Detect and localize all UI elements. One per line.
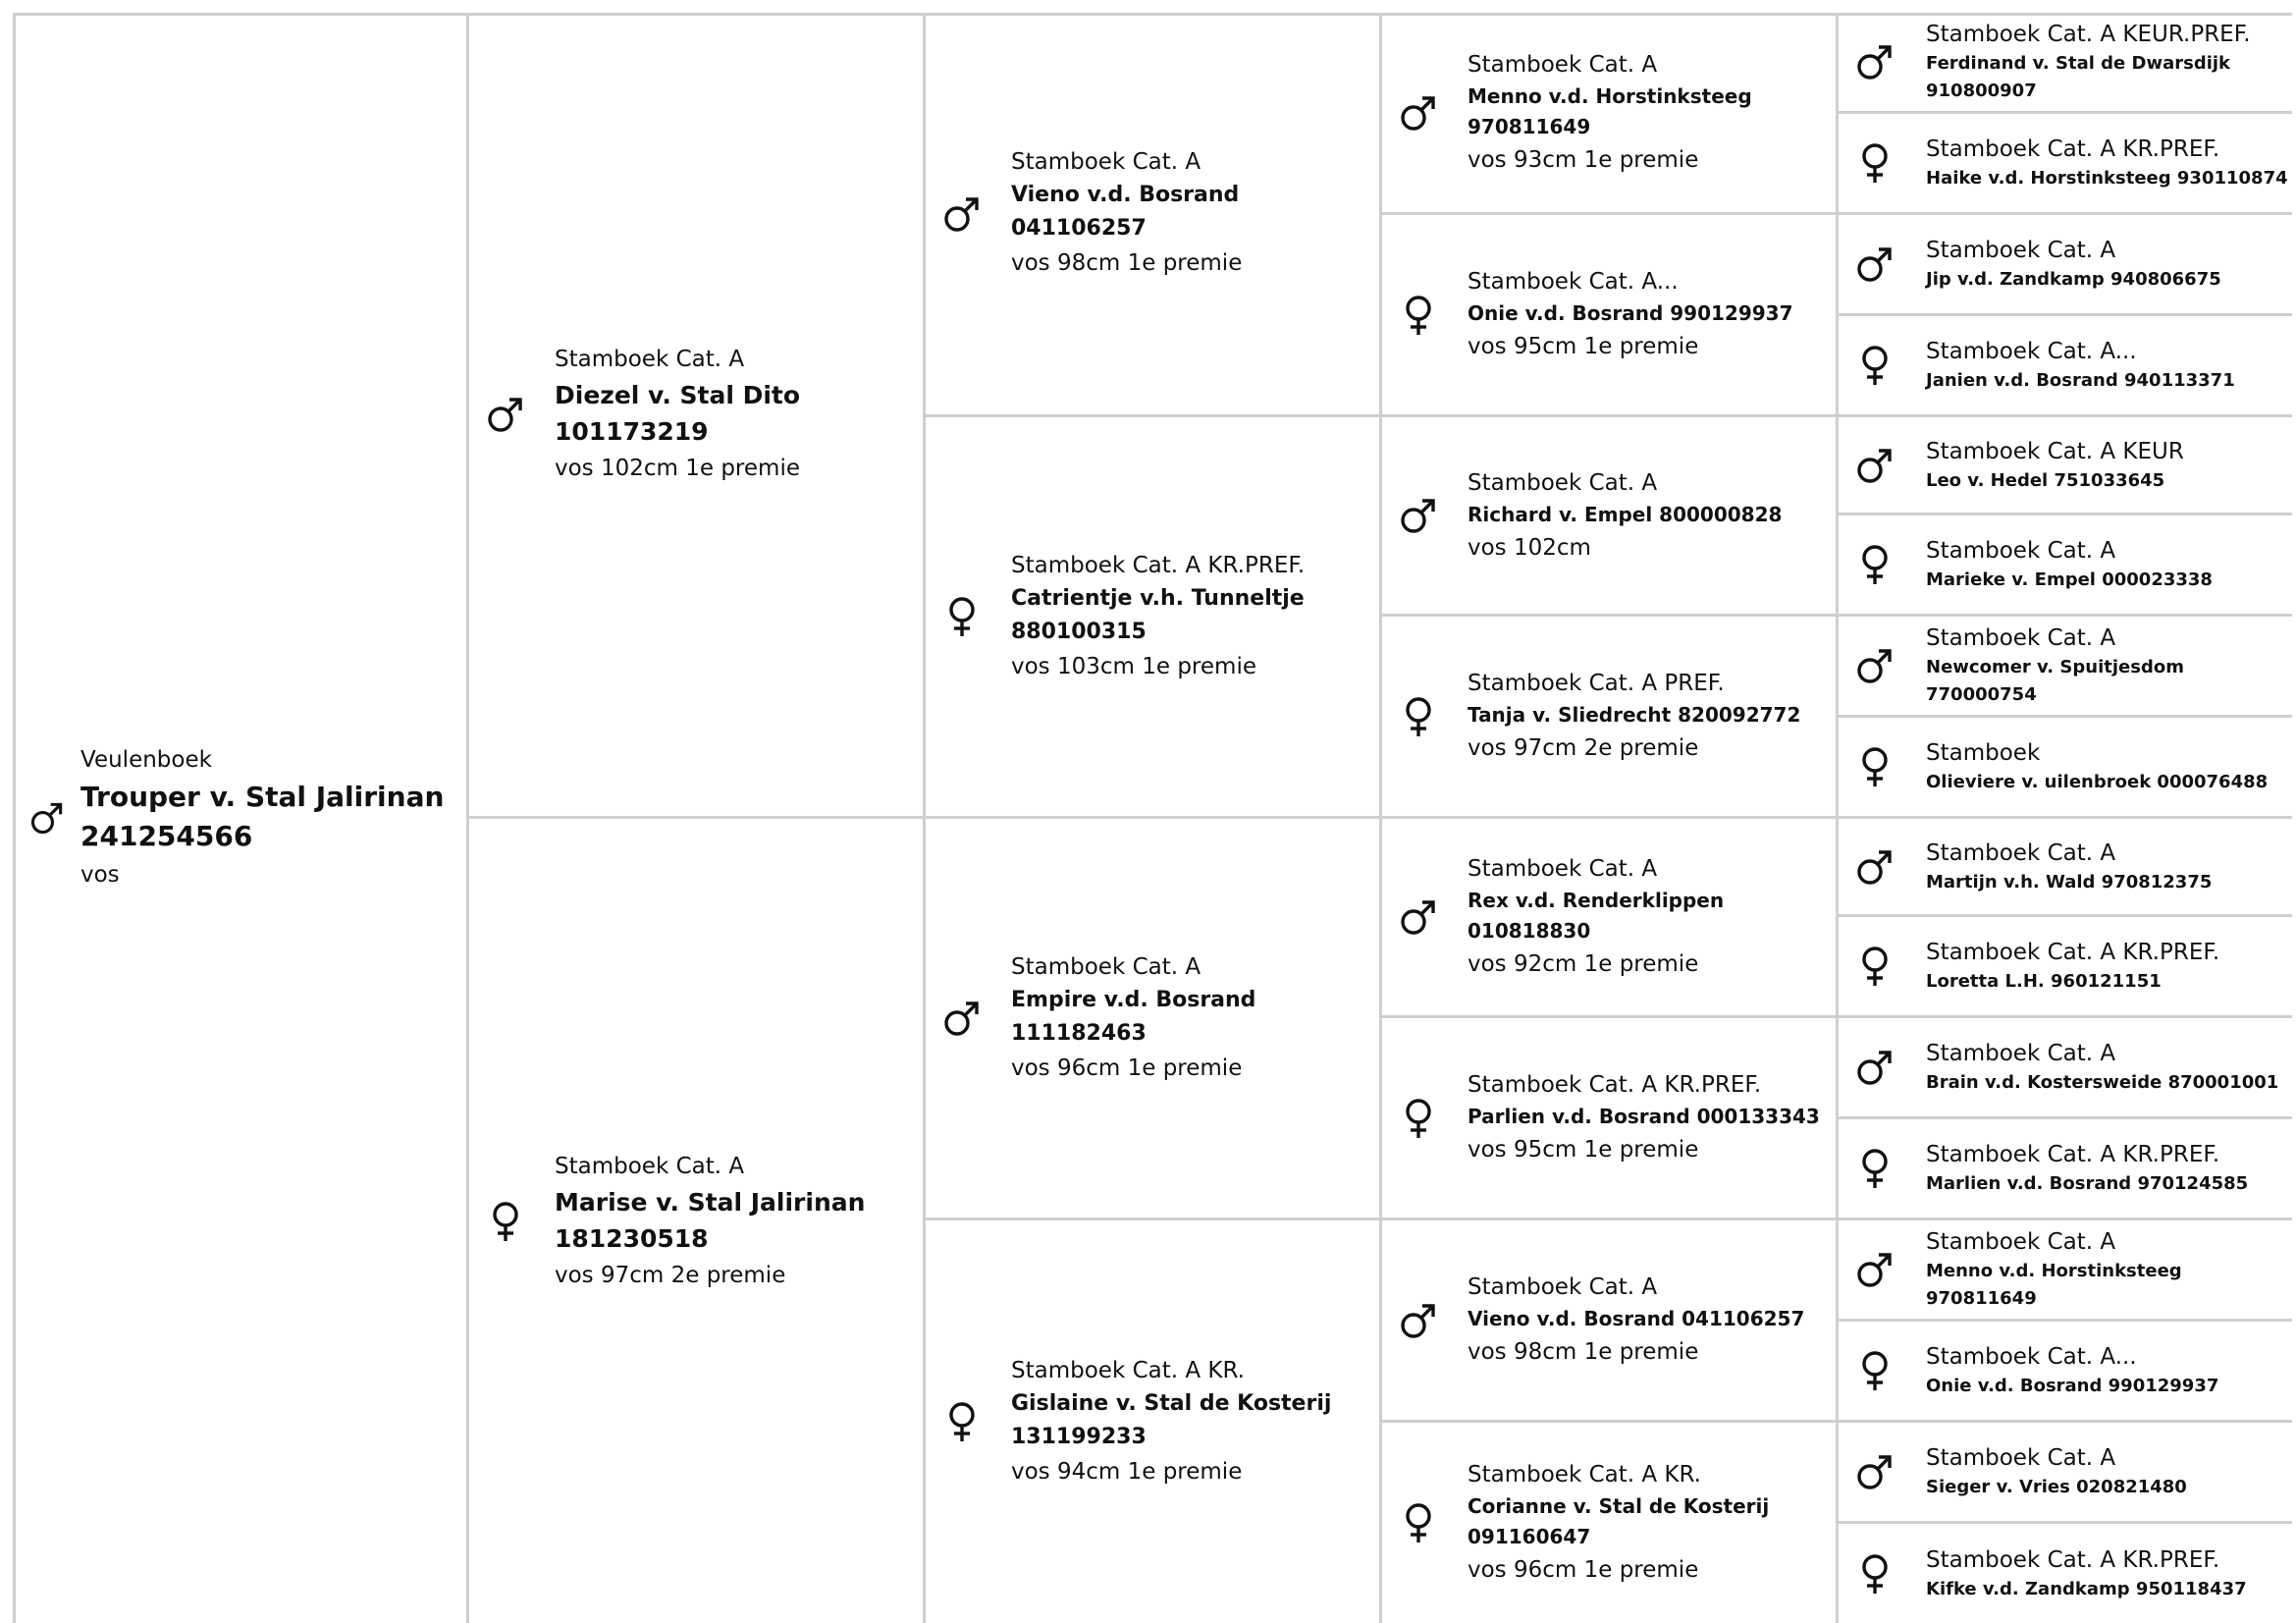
horse-name[interactable]: Vieno v.d. Bosrand 041106257 xyxy=(1468,1307,1805,1330)
horse-name[interactable]: Ferdinand v. Stal de Dwarsdijk 910800907 xyxy=(1926,53,2231,101)
horse-details: vos 95cm 1e premie xyxy=(1468,334,1699,359)
horse-name[interactable]: Menno v.d. Horstinksteeg 970811649 xyxy=(1468,83,1752,138)
horse-status: Stamboek Cat. A KEUR.PREF. xyxy=(1926,22,2251,47)
male-icon xyxy=(1853,845,1896,889)
horse-details: vos 102cm 1e premie xyxy=(555,456,800,481)
ancestor-gen4[interactable] xyxy=(1853,1018,2289,1116)
female-icon xyxy=(1853,945,1896,988)
male-icon xyxy=(1853,1450,1896,1493)
horse-status: Stamboek Cat. A xyxy=(555,347,745,372)
horse-details: vos 94cm 1e premie xyxy=(1011,1458,1243,1485)
horse-details: vos 97cm 2e premie xyxy=(1468,735,1699,761)
horse-name[interactable]: Gislaine v. Stal de Kosterij 131199233 xyxy=(1011,1390,1332,1449)
horse-name[interactable]: Onie v.d. Bosrand 990129937 xyxy=(1926,1376,2219,1396)
male-icon xyxy=(1397,895,1440,939)
horse-status: Stamboek Cat. A xyxy=(1468,51,1658,78)
female-icon xyxy=(1853,543,1896,586)
female-icon xyxy=(484,1200,527,1243)
horse-status: Stamboek Cat. A xyxy=(1926,238,2116,263)
horse-name[interactable]: Richard v. Empel 800000828 xyxy=(1468,502,1783,526)
female-icon xyxy=(940,1400,984,1443)
horse-status: Stamboek Cat. A xyxy=(1926,839,2116,866)
horse-status: Stamboek Cat. A KR. xyxy=(1011,1357,1245,1383)
ancestor-gen3[interactable] xyxy=(1397,819,1829,1015)
ancestor-gen3[interactable] xyxy=(1397,1423,1829,1623)
female-icon xyxy=(1397,695,1440,738)
horse-details: vos 95cm 1e premie xyxy=(1468,1137,1699,1163)
ancestor-gen4[interactable] xyxy=(1853,1322,2289,1420)
female-icon xyxy=(1853,141,1896,185)
horse-details: vos xyxy=(80,862,120,888)
male-icon xyxy=(1853,243,1896,286)
dam[interactable] xyxy=(484,819,916,1623)
ancestor-gen3[interactable] xyxy=(1397,617,1829,816)
male-icon xyxy=(484,393,527,436)
horse-details: vos 96cm 1e premie xyxy=(1011,1055,1243,1081)
horse-status: Stamboek Cat. A... xyxy=(1468,269,1679,295)
dam-dam[interactable] xyxy=(940,1220,1372,1623)
horse-name[interactable]: Jip v.d. Zandkamp 940806675 xyxy=(1926,269,2221,290)
horse-status: Veulenboek xyxy=(80,747,212,773)
horse-name[interactable]: Martijn v.h. Wald 970812375 xyxy=(1926,871,2213,893)
ancestor-gen3[interactable] xyxy=(1397,417,1829,614)
horse-name[interactable]: Kifke v.d. Zandkamp 950118437 xyxy=(1926,1578,2247,1599)
horse-details: vos 98cm 1e premie xyxy=(1011,250,1243,276)
horse-name[interactable]: Brain v.d. Kostersweide 870001001 xyxy=(1926,1072,2279,1093)
horse-details: vos 97cm 2e premie xyxy=(555,1262,786,1288)
ancestor-gen4[interactable] xyxy=(1853,316,2289,414)
horse-status: Stamboek Cat. A KR.PREF. xyxy=(1926,136,2220,162)
horse-status: Stamboek Cat. A xyxy=(1011,149,1201,175)
horse-name[interactable]: Newcomer v. Spuitjesdom 770000754 xyxy=(1926,657,2184,705)
horse-status: Stamboek Cat. A xyxy=(1468,1274,1658,1300)
horse-status: Stamboek Cat. A... xyxy=(1926,1344,2137,1370)
ancestor-gen4[interactable] xyxy=(1853,114,2289,212)
female-icon xyxy=(940,595,984,638)
female-icon xyxy=(1853,745,1896,788)
horse-name[interactable]: Catrientje v.h. Tunneltje 880100315 xyxy=(1011,585,1305,644)
ancestor-gen3[interactable] xyxy=(1397,13,1829,212)
horse-details: vos 93cm 1e premie xyxy=(1468,146,1699,173)
horse-status: Stamboek Cat. A PREF. xyxy=(1468,671,1725,696)
female-icon xyxy=(1853,344,1896,387)
horse-status: Stamboek Cat. A KR.PREF. xyxy=(1468,1072,1762,1098)
male-icon xyxy=(1397,1299,1440,1342)
ancestor-gen4[interactable] xyxy=(1853,215,2289,313)
horse-details: vos 98cm 1e premie xyxy=(1468,1339,1699,1365)
male-icon xyxy=(27,798,67,838)
ancestor-gen4[interactable] xyxy=(1853,1423,2289,1521)
male-icon xyxy=(1853,1248,1896,1291)
horse-name[interactable]: Rex v.d. Renderklippen 010818830 xyxy=(1468,889,1725,943)
ancestor-gen4[interactable] xyxy=(1853,13,2289,111)
ancestor-gen4[interactable] xyxy=(1853,617,2289,715)
ancestor-gen3[interactable] xyxy=(1397,215,1829,414)
ancestor-gen4[interactable] xyxy=(1853,1220,2289,1319)
horse-status: Stamboek xyxy=(1926,740,2041,766)
horse-details: vos 92cm 1e premie xyxy=(1468,951,1699,977)
male-icon xyxy=(1853,444,1896,487)
male-icon xyxy=(1397,494,1440,537)
horse-name[interactable]: Loretta L.H. 960121151 xyxy=(1926,971,2162,992)
horse-details: vos 103cm 1e premie xyxy=(1011,653,1256,679)
sire-dam[interactable] xyxy=(940,417,1372,816)
horse-name[interactable]: Corianne v. Stal de Kosterij 091160647 xyxy=(1468,1494,1770,1548)
horse-name[interactable]: Sieger v. Vries 020821480 xyxy=(1926,1477,2187,1497)
horse-status: Stamboek Cat. A... xyxy=(1926,339,2137,364)
dam-sire[interactable] xyxy=(940,819,1372,1217)
horse-name[interactable]: Trouper v. Stal Jalirinan 241254566 xyxy=(80,781,445,852)
horse-name[interactable]: Marlien v.d. Bosrand 970124585 xyxy=(1926,1173,2249,1194)
male-icon xyxy=(940,192,984,236)
horse-details: vos 96cm 1e premie xyxy=(1468,1557,1699,1583)
ancestor-gen4[interactable] xyxy=(1853,1119,2289,1217)
horse-status: Stamboek Cat. A KR.PREF. xyxy=(1926,1546,2220,1573)
male-icon xyxy=(1397,91,1440,135)
male-icon xyxy=(940,997,984,1040)
female-icon xyxy=(1853,1349,1896,1392)
sire[interactable] xyxy=(484,13,916,816)
horse-name[interactable]: Menno v.d. Horstinksteeg 970811649 xyxy=(1926,1261,2182,1309)
horse-status: Stamboek Cat. A xyxy=(1926,625,2116,651)
ancestor-gen4[interactable] xyxy=(1853,1524,2289,1623)
female-icon xyxy=(1397,1097,1440,1140)
ancestor-gen4[interactable] xyxy=(1853,417,2289,513)
male-icon xyxy=(1853,1046,1896,1089)
horse-details: vos 102cm xyxy=(1468,534,1591,561)
horse-status: Stamboek Cat. A xyxy=(1011,953,1201,980)
ancestor-gen4[interactable] xyxy=(1853,718,2289,816)
horse-name[interactable]: Leo v. Hedel 751033645 xyxy=(1926,469,2165,491)
female-icon xyxy=(1853,1552,1896,1596)
horse-name[interactable]: Janien v.d. Bosrand 940113371 xyxy=(1926,370,2235,391)
horse-name[interactable]: Marise v. Stal Jalirinan 181230518 xyxy=(555,1187,866,1253)
horse-status: Stamboek Cat. A KR.PREF. xyxy=(1926,940,2220,965)
ancestor-gen3[interactable] xyxy=(1397,1220,1829,1420)
horse-status: Stamboek Cat. A xyxy=(1926,1229,2116,1255)
horse-status: Stamboek Cat. A xyxy=(1926,1445,2116,1471)
horse-name[interactable]: Onie v.d. Bosrand 990129937 xyxy=(1468,301,1793,325)
horse-name[interactable]: Diezel v. Stal Dito 101173219 xyxy=(555,381,801,446)
ancestor-gen4[interactable] xyxy=(1853,819,2289,914)
horse-status: Stamboek Cat. A KEUR xyxy=(1926,438,2184,464)
horse-status: Stamboek Cat. A xyxy=(1926,1041,2116,1066)
horse-status: Stamboek Cat. A KR. xyxy=(1468,1462,1701,1488)
subject-horse[interactable] xyxy=(27,13,459,1623)
ancestor-gen4[interactable] xyxy=(1853,917,2289,1015)
horse-status: Stamboek Cat. A KR.PREF. xyxy=(1011,552,1306,578)
horse-name[interactable]: Haike v.d. Horstinksteeg 930110874 xyxy=(1926,168,2288,189)
ancestor-gen4[interactable] xyxy=(1853,515,2289,614)
horse-status: Stamboek Cat. A xyxy=(1468,469,1658,496)
female-icon xyxy=(1397,294,1440,337)
horse-name[interactable]: Vieno v.d. Bosrand 041106257 xyxy=(1011,183,1240,241)
horse-name[interactable]: Marieke v. Empel 000023338 xyxy=(1926,569,2213,590)
female-icon xyxy=(1853,1147,1896,1190)
horse-status: Stamboek Cat. A xyxy=(1926,538,2116,564)
horse-name[interactable]: Olieviere v. uilenbroek 000076488 xyxy=(1926,772,2269,792)
ancestor-gen3[interactable] xyxy=(1397,1018,1829,1217)
horse-name[interactable]: Empire v.d. Bosrand 111182463 xyxy=(1011,987,1256,1046)
male-icon xyxy=(1853,644,1896,687)
horse-status: Stamboek Cat. A xyxy=(555,1153,745,1179)
horse-name[interactable]: Parlien v.d. Bosrand 000133343 xyxy=(1468,1105,1820,1128)
horse-name[interactable]: Tanja v. Sliedrecht 820092772 xyxy=(1468,703,1801,727)
female-icon xyxy=(1397,1501,1440,1544)
male-icon xyxy=(1853,40,1896,83)
horse-status: Stamboek Cat. A xyxy=(1468,856,1658,882)
sire-sire[interactable] xyxy=(940,13,1372,414)
horse-status: Stamboek Cat. A KR.PREF. xyxy=(1926,1142,2220,1167)
